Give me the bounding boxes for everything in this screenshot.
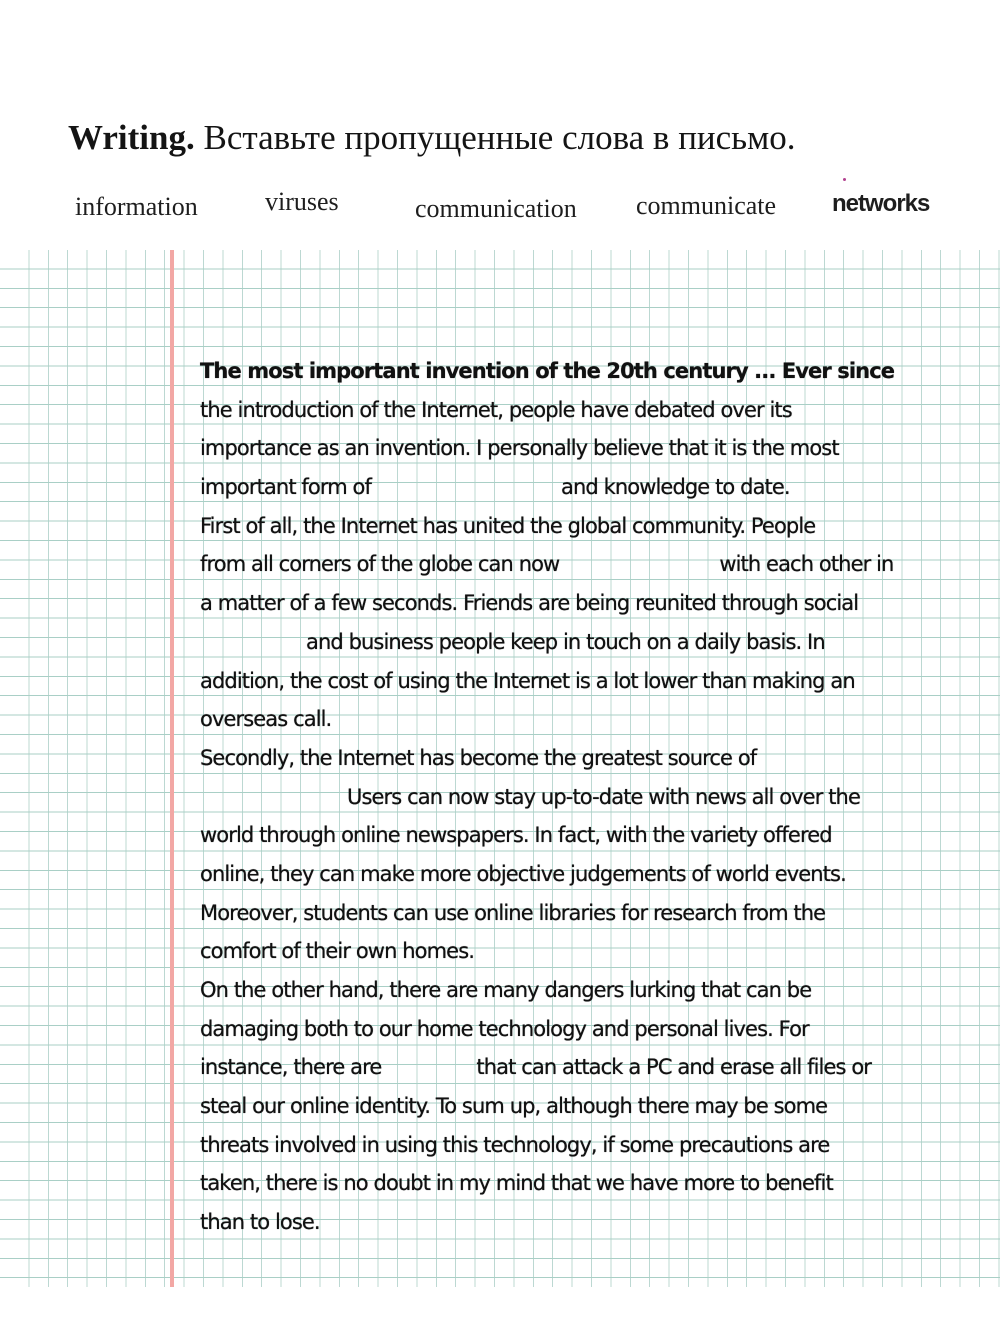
letter-line: online, they can make more objective judgements of world events. <box>200 861 846 886</box>
letter-segment: instance, there are <box>200 1055 382 1080</box>
page-heading <box>68 118 796 158</box>
letter-line <box>200 778 990 817</box>
letter-line <box>200 623 990 662</box>
letter-line: comfort of their own homes. <box>200 939 475 964</box>
letter-segment: Users can now stay up-to-date with news all over the <box>347 784 860 809</box>
letter-line: The most important invention of the 20th century ... Ever since <box>200 359 895 383</box>
word-bank-item: information <box>75 192 198 221</box>
letter-line: a matter of a few seconds. Friends are being reunited through social <box>200 591 859 616</box>
letter-text <box>200 352 990 1242</box>
letter-segment: with each other in <box>719 552 894 577</box>
letter-segment: important form of <box>200 475 372 500</box>
stray-dot <box>843 178 846 181</box>
letter-segment: that can attack a PC and erase all files or <box>476 1055 871 1080</box>
letter-line: steal our online identity. To sum up, although there may be some <box>200 1094 828 1119</box>
letter-line: the introduction of the Internet, people have debated over its <box>200 397 792 422</box>
letter-line: importance as an invention. I personally believe that it is the most <box>200 436 839 461</box>
letter-segment: and business people keep in touch on a daily basis. In <box>306 629 825 654</box>
letter-line: threats involved in using this technology, if some precautions are <box>200 1132 830 1157</box>
letter-segment: from all corners of the globe can now <box>200 552 560 577</box>
heading-bold: Writing. <box>68 118 195 157</box>
heading-instruction: Вставьте пропущенные слова в письмо. <box>203 118 796 157</box>
letter-line <box>200 545 990 584</box>
letter-line: addition, the cost of using the Internet is a lot lower than making an <box>200 668 855 693</box>
margin-line <box>170 250 174 1287</box>
letter-line: On the other hand, there are many dangers lurking that can be <box>200 978 812 1002</box>
letter-segment: and knowledge to date. <box>561 475 790 500</box>
word-bank-item: communication <box>415 194 577 223</box>
letter-line <box>200 468 990 507</box>
word-bank-item: networks <box>832 190 930 217</box>
letter-line: Moreover, students can use online libraries for research from the <box>200 900 826 925</box>
letter-line: world through online newspapers. In fact, with the variety offered <box>200 823 832 848</box>
letter-line: than to lose. <box>200 1210 320 1235</box>
letter-line: Secondly, the Internet has become the greatest source of <box>200 745 757 770</box>
letter-line: First of all, the Internet has united the global community. People <box>200 513 816 538</box>
word-bank-item: viruses <box>265 187 339 216</box>
letter-line: taken, there is no doubt in my mind that we have more to benefit <box>200 1171 833 1196</box>
word-bank-item: communicate <box>636 191 777 220</box>
letter-line: damaging both to our home technology and personal lives. For <box>200 1016 809 1041</box>
letter-line <box>200 1048 990 1087</box>
letter-line: overseas call. <box>200 707 332 732</box>
